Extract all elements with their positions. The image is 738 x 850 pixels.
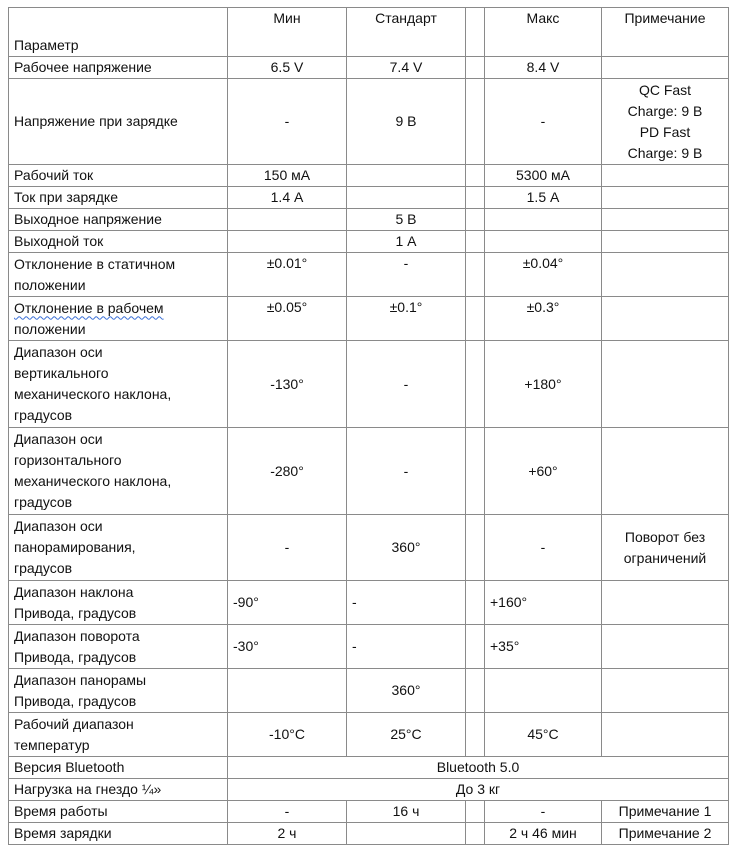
param-line: Рабочий диапазон (14, 715, 134, 732)
table-row (9, 231, 729, 253)
min-cell: ±0.05° (228, 297, 347, 341)
param-line: Диапазон оси (14, 518, 103, 534)
note-cell (602, 209, 729, 231)
gap-cell (466, 515, 485, 581)
param-line: температур (14, 736, 90, 753)
table-row (9, 341, 729, 428)
param-line: градусов (14, 407, 73, 423)
header-row (9, 8, 729, 57)
param-line: Привода, градусов (14, 692, 137, 709)
gap-cell (466, 625, 485, 669)
note-cell: Примечание 1 (602, 801, 729, 823)
max-cell (485, 231, 602, 253)
spec-table (8, 7, 729, 845)
gap-cell (466, 428, 485, 515)
max-cell: 2 ч 46 мин (485, 823, 602, 845)
min-cell: 1.4 А (228, 187, 347, 209)
std-cell: - (347, 428, 466, 515)
std-cell (347, 165, 466, 187)
header-param: Параметр (9, 8, 228, 57)
max-cell (485, 209, 602, 231)
header-std: Стандарт (347, 8, 466, 57)
param-line: Диапазон панорамы (14, 671, 147, 688)
table-row (9, 187, 729, 209)
param-cell (9, 428, 228, 515)
std-cell: 1 А (347, 231, 466, 253)
param-line: градусов (14, 560, 73, 576)
gap-cell (466, 209, 485, 231)
min-cell: -30° (228, 625, 347, 669)
std-cell: ±0.1° (347, 297, 466, 341)
max-cell: ±0.3° (485, 297, 602, 341)
note-line: Charge: 9 В (627, 102, 703, 119)
param-line: Привода, градусов (14, 604, 137, 621)
max-cell: +180° (485, 341, 602, 428)
table-row (9, 297, 729, 341)
table-row (9, 669, 729, 713)
param-cell: Версия Bluetooth (9, 757, 228, 779)
param-line: Привода, градусов (14, 648, 137, 665)
spec-sheet (8, 7, 729, 845)
std-cell: 5 В (347, 209, 466, 231)
param-cell (9, 515, 228, 581)
param-cell: Рабочее напряжение (9, 57, 228, 79)
gap-cell (466, 823, 485, 845)
merged-value-cell: Bluetooth 5.0 (228, 757, 729, 779)
param-cell (9, 253, 228, 297)
table-row (9, 165, 729, 187)
min-cell: 6.5 V (228, 57, 347, 79)
param-cell: Рабочий ток (9, 165, 228, 187)
param-line: Отклонение в рабочем (14, 299, 164, 316)
note-cell (602, 581, 729, 625)
param-cell (9, 625, 228, 669)
table-row (9, 779, 729, 801)
min-cell (228, 209, 347, 231)
std-cell (347, 187, 466, 209)
merged-value-cell: До 3 кг (228, 779, 729, 801)
param-cell (9, 297, 228, 341)
min-cell: - (228, 515, 347, 581)
note-cell (602, 187, 729, 209)
note-cell (602, 231, 729, 253)
gap-cell (466, 165, 485, 187)
param-line: Отклонение в статичном (14, 255, 176, 272)
max-cell: 5300 мА (485, 165, 602, 187)
param-cell: Ток при зарядке (9, 187, 228, 209)
max-cell: ±0.04° (485, 253, 602, 297)
note-cell (602, 297, 729, 341)
param-cell (9, 669, 228, 713)
std-cell: - (347, 625, 466, 669)
gap-cell (466, 57, 485, 79)
note-line: QC Fast (638, 81, 692, 98)
table-row (9, 625, 729, 669)
gap-cell (466, 187, 485, 209)
table-row (9, 801, 729, 823)
param-line: градусов (14, 494, 73, 510)
gap-cell (466, 231, 485, 253)
max-cell (485, 669, 602, 713)
param-line: механического наклона, (14, 473, 172, 489)
std-cell: - (347, 581, 466, 625)
min-cell (228, 231, 347, 253)
note-line: Поворот без (624, 528, 706, 545)
param-line: горизонтального (14, 452, 122, 468)
std-cell: 16 ч (347, 801, 466, 823)
param-line: панорамирования, (14, 539, 136, 555)
header-max: Макс (485, 8, 602, 57)
table-row (9, 428, 729, 515)
max-cell: 45°C (485, 713, 602, 757)
gap-cell (466, 8, 485, 57)
std-cell: 7.4 V (347, 57, 466, 79)
note-line: ограничений (623, 549, 707, 566)
min-cell: -10°C (228, 713, 347, 757)
gap-cell (466, 581, 485, 625)
note-cell (602, 669, 729, 713)
gap-cell (466, 253, 485, 297)
note-cell (602, 57, 729, 79)
std-cell (347, 823, 466, 845)
max-cell: +160° (485, 581, 602, 625)
table-row (9, 581, 729, 625)
note-line: PD Fast (639, 123, 691, 140)
param-cell (9, 581, 228, 625)
note-line: Charge: 9 В (627, 144, 703, 161)
param-cell: Нагрузка на гнездо ¼» (9, 779, 228, 801)
min-cell: 150 мА (228, 165, 347, 187)
note-cell (602, 165, 729, 187)
gap-cell (466, 713, 485, 757)
param-cell (9, 341, 228, 428)
max-cell: +60° (485, 428, 602, 515)
note-cell (602, 713, 729, 757)
min-cell: - (228, 79, 347, 165)
param-line: положении (14, 276, 86, 293)
std-cell: 360° (347, 515, 466, 581)
max-cell: +35° (485, 625, 602, 669)
max-cell: - (485, 79, 602, 165)
max-cell: 1.5 А (485, 187, 602, 209)
min-cell: 2 ч (228, 823, 347, 845)
gap-cell (466, 669, 485, 713)
gap-cell (466, 79, 485, 165)
std-cell: 360° (347, 669, 466, 713)
table-row (9, 757, 729, 779)
gap-cell (466, 297, 485, 341)
param-cell: Время работы (9, 801, 228, 823)
param-line: положении (14, 320, 86, 337)
min-cell: - (228, 801, 347, 823)
table-row (9, 253, 729, 297)
min-cell: ±0.01° (228, 253, 347, 297)
header-min: Мин (228, 8, 347, 57)
note-cell (602, 341, 729, 428)
param-cell: Время зарядки (9, 823, 228, 845)
header-note: Примечание (602, 8, 729, 57)
param-cell: Напряжение при зарядке (9, 79, 228, 165)
param-line: Диапазон поворота (14, 627, 140, 644)
table-row (9, 209, 729, 231)
note-cell (602, 515, 729, 581)
std-cell: - (347, 253, 466, 297)
note-cell: Примечание 2 (602, 823, 729, 845)
param-line: Диапазон оси (14, 431, 103, 447)
note-cell (602, 625, 729, 669)
std-cell: - (347, 341, 466, 428)
gap-cell (466, 341, 485, 428)
note-cell (602, 253, 729, 297)
min-cell: -280° (228, 428, 347, 515)
param-line: вертикального (14, 365, 109, 381)
table-row (9, 515, 729, 581)
table-row (9, 823, 729, 845)
min-cell: -130° (228, 341, 347, 428)
note-cell (602, 428, 729, 515)
table-row (9, 713, 729, 757)
param-cell: Выходное напряжение (9, 209, 228, 231)
std-cell: 25°C (347, 713, 466, 757)
table-row (9, 57, 729, 79)
gap-cell (466, 801, 485, 823)
param-cell: Выходной ток (9, 231, 228, 253)
std-cell: 9 В (347, 79, 466, 165)
note-cell (602, 79, 729, 165)
max-cell: - (485, 801, 602, 823)
param-line: Диапазон наклона (14, 583, 134, 600)
max-cell: - (485, 515, 602, 581)
min-cell: -90° (228, 581, 347, 625)
table-row (9, 79, 729, 165)
param-line: механического наклона, (14, 386, 172, 402)
min-cell (228, 669, 347, 713)
max-cell: 8.4 V (485, 57, 602, 79)
param-cell (9, 713, 228, 757)
param-line: Диапазон оси (14, 344, 103, 360)
